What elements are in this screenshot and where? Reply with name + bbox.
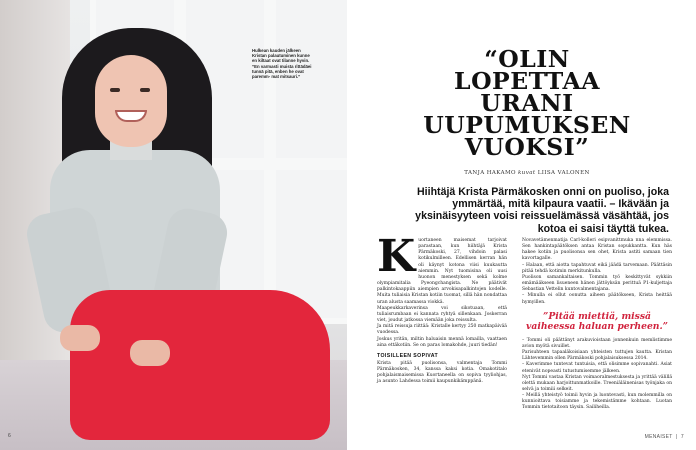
headline-line: URANI	[480, 89, 574, 117]
paragraph: Puolison samankaltaisen. Tommin työ keskittyvät sykkiin emämääkseen lisueneen hänen jättöyksän perittuä P1-kuljettaja Sebastian Vettelin kuntovalmentajana.	[522, 274, 672, 293]
paragraph: Novavetämenmatija Carl-kolleri esipvanittmuka nna elemmissa. Sen hankintapäätöksen antaa Kristan sopukkantta. Kun häs hakee kotiin ja puolisonsa sen ohet, Krista astiti samaan tien kavortagalle.	[522, 238, 672, 262]
lead-paragraph: Hiihtäjä Krista Pärmäkosken onni on puoliso, joka ymmärtää, mitä kilpaura vaatii. – Ikävään ja yksinäisyyteen voisi reissuelämässä väsähtää, jos kotoa ei saisi täyttä tukea.	[415, 186, 669, 235]
paragraph: Nyt Tommi vastaa Kristan voimaoralmestuksesta ja yrittää välillä olettä mukaan harjoittunmatkoille. Treeniäläinenisas työnjaka on selvä ja toimiii selkeit.	[522, 374, 672, 392]
headline-line: LOPETTAA	[454, 67, 600, 95]
headline-line: “OLIN	[484, 45, 570, 73]
photo-caption: Hulkean kauden jälkeen Kristan palautuminen kunne en kiltaat ovat tilanne hyvin. ”En varmasti muista rittädäei tunnä pitä, enben he ovat paremm- mat mitsauri.”	[252, 48, 312, 80]
body-column-2	[522, 238, 672, 412]
face	[95, 55, 167, 147]
byline-separator: kuvat	[518, 170, 536, 176]
pull-quote: ”Pitää miettiä, missä vaiheessa haluan perheen.”	[526, 310, 668, 332]
text-page	[347, 0, 696, 450]
byline-photographer: LIISA VALONEN	[537, 170, 590, 176]
paragraph: Maapeukkarkaverinsa voi sikotuaan, että tuliaisrumbaan ei kannata ryhtyä sillenkaan. Joskerran viet, joudut jatkossa viemään joka reissulta.	[377, 305, 507, 324]
paragraph: – Halaan, että aiotta tapahtuvat eikä jäädä tarvemaan. Päättäsin pitää tehdä kotimin merkitunkulla.	[522, 262, 672, 274]
drop-cap: K	[377, 231, 416, 282]
paragraph: – Tommi oli päättänyt arakuvioistaan jonnenkuin memlistimme avion myötä sivuillet.	[522, 337, 672, 349]
byline	[367, 170, 687, 176]
page-number-left: 6	[8, 433, 11, 439]
paragraph: Krista pitää puolisonsa, valmentaja Tommi Pärmäkosken, 34, kanssa kaksi kotia. Omakotitalo pohjalaismaisemissa Kuortaneella on sopiva tyyliohjas, ja asunto Lahdessa toimii kaupunkikämppänä.	[377, 360, 507, 385]
headline	[367, 45, 687, 161]
byline-author: TANJA HAKAMO	[464, 170, 516, 176]
headline-line: VUOKSI”	[464, 133, 590, 161]
eye-left	[110, 88, 120, 92]
paragraph: – Kaverimme tuntevat tuntuisia, että olisimme sopivanahti. Asiat etenivät nopeasti tutustumisemme jälkeen.	[522, 362, 672, 374]
paragraph: uortaneen maisemat tarjoivat parastaan, kun hiihtäjä Krista Pärmäkoski, 27, vihdoin palasi kotikulmilleen. Edellisen kerran hän oli käynyt kotona viisi kuukautta aiemmin. Nyt tuomisina oli uusi huonon menestyksen sekä kolme olympiamitalia Pyeongchangista. Ne päätivät palkintokaappiin aiempien arvokisapalkintojen kodelle. Muita tuliaisia Kristan kotiin tuomat, sillä hän nondattaa uran alusta saamassa viokkä.	[377, 238, 507, 305]
eye-right	[140, 88, 150, 92]
hand-left	[60, 325, 100, 351]
window-pane	[270, 0, 347, 164]
red-pants	[70, 290, 330, 440]
body-column-1	[377, 231, 507, 386]
paragraph: – Minulla ei ollut oonutta aiheen päätökseen, Krista heittää hymyillen.	[522, 293, 672, 305]
headline-line: UUPUMUKSEN	[423, 111, 631, 139]
page-number-right: 7	[680, 434, 684, 440]
paragraph: Ja mitä reissuja riittää: Kristalle kertyy 250 matkapäivää vuodessa.	[377, 324, 507, 336]
page-footer: MENAISET | 7	[644, 434, 684, 440]
hand-right	[130, 340, 170, 366]
paragraph: Joskus yritän, miltin haluaisin mennä lomailla, vaattaen aina ettäkotiin. Se on paras lomakohde, juuri tiedän!	[377, 336, 507, 348]
magazine-brand: MENAISET	[644, 434, 673, 440]
paragraph: Parisuhteen tapaaläkoisiaan yhteisten tuttujen kautta. Kristan Lähtevemmin ollen Pärmäkoski pohjalaisuksessa 2014.	[522, 350, 672, 362]
paragraph: – Meillä yhteistyö toimii hyvin ja luontevasti, kun molemmilla on kunnioittava toisiamme ja tekemistämme kohtaan. Luotan Tommin tietotaitoon täysin. Sailiheilla.	[522, 393, 672, 411]
subheading: TOISILLEEN SOPIVAT	[377, 352, 439, 359]
photo-page	[0, 0, 347, 450]
